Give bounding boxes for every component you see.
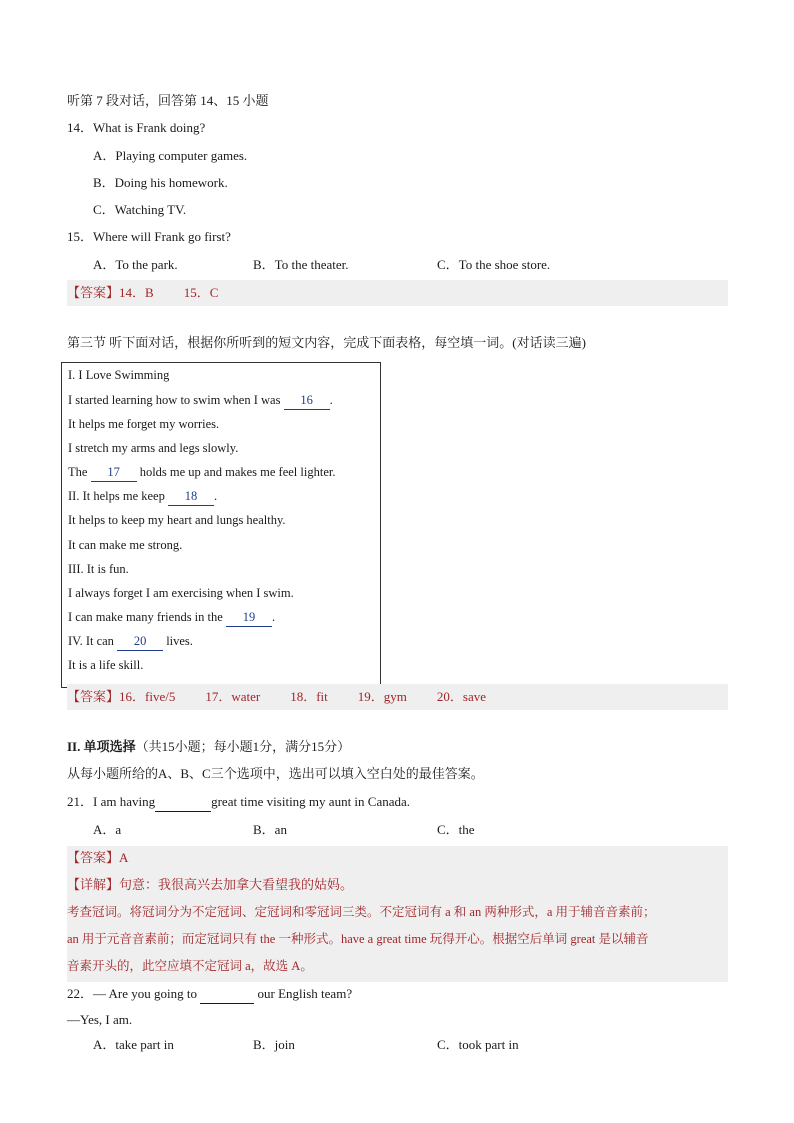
detail-label: 【详解】 (67, 877, 120, 892)
section-3-title: 第三节 听下面对话，根据你所听到的短文内容，完成下面表格，每空填一词。(对话读三遍) (67, 335, 586, 350)
blank-21[interactable] (155, 793, 211, 812)
table-row: It helps to keep my heart and lungs healthy. (68, 513, 286, 527)
question-22-option-c: C．took part in (437, 1037, 519, 1052)
detail-21-line-2: 考查冠词。将冠词分为不定冠词、定冠词和零冠词三类。不定冠词有 a 和 an 两种形式，a 用于辅音音素前； (67, 905, 656, 919)
table-row: It can make me strong. (68, 538, 183, 552)
blank-16[interactable]: 16 (284, 391, 330, 410)
question-15-stem: 15．Where will Frank go first? (67, 229, 231, 244)
answer-label: 【答案】 (67, 689, 120, 704)
part-2-instruction: 从每小题所给的A、B、C三个选项中，选出可以填入空白处的最佳答案。 (67, 766, 484, 781)
table-row: I can make many friends in the 19 . (68, 608, 275, 627)
blank-18[interactable]: 18 (168, 487, 214, 506)
table-row: I started learning how to swim when I was 16 . (68, 391, 333, 410)
question-22-stem: 22．— Are you going to our English team? (67, 985, 352, 1004)
table-row: It is a life skill. (68, 658, 144, 672)
detail-21-line-4: 音素开头的，此空应填不定冠词 a，故选 A。 (67, 959, 313, 973)
blank-19[interactable]: 19 (226, 608, 272, 627)
part-2-heading (67, 738, 350, 756)
table-row: IV. It can 20 lives. (68, 632, 193, 651)
question-15-option-c: C．To the shoe store. (437, 257, 551, 272)
answer-item: 16．five/5 (119, 689, 176, 704)
question-14-option-a: A．Playing computer games. (93, 148, 248, 163)
answer-16-20 (67, 684, 728, 710)
question-21-stem: 21．I am having great time visiting my aunt in Canada. (67, 793, 410, 812)
answer-item: 17．water (205, 689, 261, 704)
answer-item: 18．fit (290, 689, 328, 704)
question-15-option-a: A．To the park. (93, 257, 178, 272)
table-row: It helps me forget my worries. (68, 417, 220, 431)
question-22-option-a: A．take part in (93, 1037, 174, 1052)
detail-21-line-3: an 用于元音音素前；而定冠词只有 the 一种形式。have a great time 玩得开心。根据空后单词 great 是以辅音 (67, 932, 649, 946)
answer-item: 20．save (436, 689, 487, 704)
question-14-stem: 14．What is Frank doing? (67, 120, 206, 135)
table-row: I. I Love Swimming (68, 368, 170, 382)
question-21-option-b: B．an (253, 822, 287, 837)
question-22-reply: —Yes, I am. (67, 1012, 133, 1027)
table-row: I stretch my arms and legs slowly. (68, 441, 239, 455)
table-row: II. It helps me keep 18 . (68, 487, 217, 506)
section-intro: 听第 7 段对话，回答第 14、15 小题 (67, 93, 269, 108)
answer-item: 14．B (119, 285, 154, 300)
table-row: The 17 holds me up and makes me feel lighter. (68, 463, 335, 482)
question-14-option-b: B．Doing his homework. (93, 175, 228, 190)
part-2-title: II. 单项选择 (67, 739, 136, 754)
part-2-note: （共15小题；每小题1分，满分15分） (135, 739, 351, 754)
blank-22[interactable] (200, 985, 254, 1004)
table-row: I always forget I am exercising when I swim. (68, 586, 294, 600)
question-21-option-c: C．the (437, 822, 475, 837)
blank-17[interactable]: 17 (91, 463, 137, 482)
answer-item: 19．gym (357, 689, 407, 704)
table-row: III. It is fun. (68, 562, 129, 576)
answer-14-15 (67, 280, 728, 306)
question-14-option-c: C．Watching TV. (93, 202, 187, 217)
blank-20[interactable]: 20 (117, 632, 163, 651)
question-22-option-b: B．join (253, 1037, 295, 1052)
answer-item: 15．C (183, 285, 219, 300)
answer-21: 【答案】A (67, 850, 129, 865)
answer-label: 【答案】 (67, 285, 120, 300)
question-15-option-b: B．To the theater. (253, 257, 349, 272)
question-21-option-a: A．a (93, 822, 122, 837)
detail-21-line-1: 【详解】句意：我很高兴去加拿大看望我的姑妈。 (67, 877, 354, 892)
